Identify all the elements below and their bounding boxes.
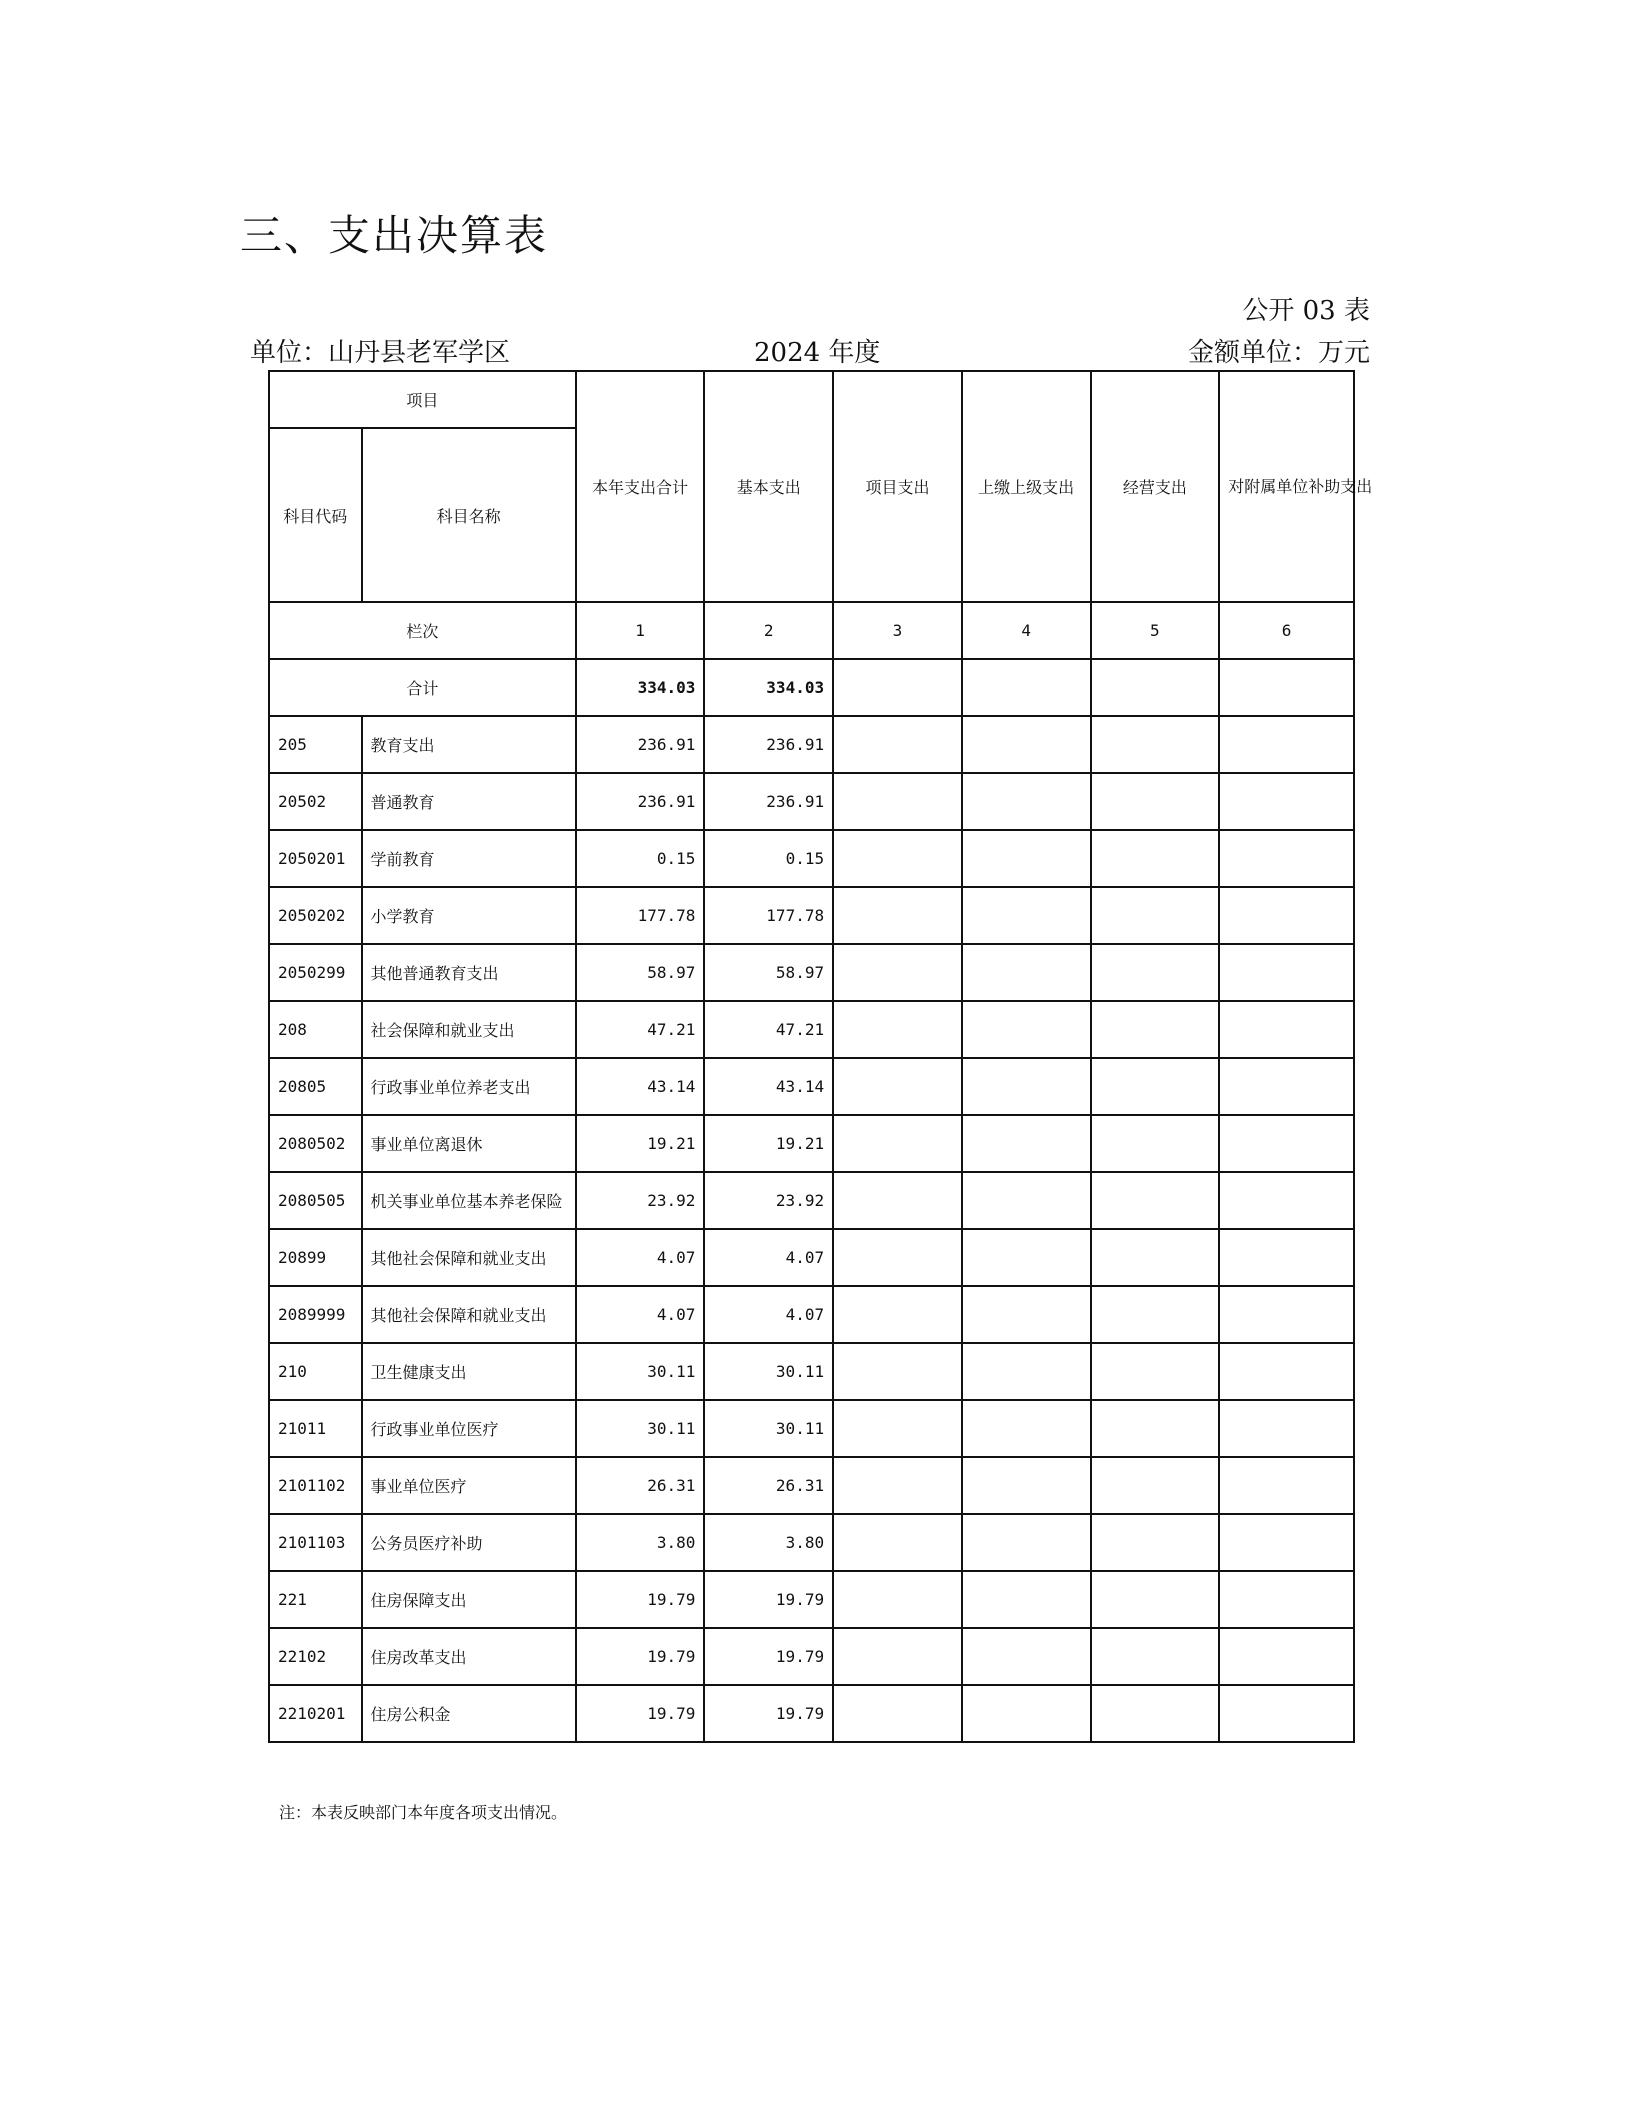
row-c3 — [833, 1514, 962, 1571]
row-c2: 4.07 — [704, 1229, 833, 1286]
row-c1: 19.79 — [576, 1628, 705, 1685]
unit-label: 单位：山丹县老军学区 — [250, 338, 511, 368]
row-code: 20502 — [269, 773, 362, 830]
table-row — [269, 1229, 1354, 1286]
meta-row — [250, 332, 1370, 368]
total-label: 合计 — [269, 659, 576, 716]
row-c6 — [1219, 1685, 1354, 1742]
table-row — [269, 1115, 1354, 1172]
row-c4 — [962, 1115, 1091, 1172]
row-c5 — [1091, 1628, 1220, 1685]
row-c3 — [833, 1685, 962, 1742]
row-c1: 236.91 — [576, 716, 705, 773]
row-c5 — [1091, 1172, 1220, 1229]
row-code: 210 — [269, 1343, 362, 1400]
column-index-6: 6 — [1219, 602, 1354, 659]
row-c1: 19.21 — [576, 1115, 705, 1172]
row-c4 — [962, 887, 1091, 944]
row-c4 — [962, 1286, 1091, 1343]
row-name: 行政事业单位医疗 — [362, 1400, 576, 1457]
header-col-2: 基本支出 — [704, 371, 833, 602]
row-c2: 19.79 — [704, 1685, 833, 1742]
row-c6 — [1219, 1229, 1354, 1286]
row-c5 — [1091, 1286, 1220, 1343]
row-c1: 4.07 — [576, 1286, 705, 1343]
row-c4 — [962, 1628, 1091, 1685]
row-c6 — [1219, 887, 1354, 944]
row-c5 — [1091, 1001, 1220, 1058]
row-c6 — [1219, 716, 1354, 773]
total-c3 — [833, 659, 962, 716]
row-c1: 0.15 — [576, 830, 705, 887]
row-c1: 47.21 — [576, 1001, 705, 1058]
header-col-3: 项目支出 — [833, 371, 962, 602]
row-c5 — [1091, 830, 1220, 887]
row-code: 205 — [269, 716, 362, 773]
row-c5 — [1091, 1115, 1220, 1172]
row-c4 — [962, 1685, 1091, 1742]
row-c6 — [1219, 1628, 1354, 1685]
row-c6 — [1219, 830, 1354, 887]
row-c2: 43.14 — [704, 1058, 833, 1115]
row-c4 — [962, 830, 1091, 887]
row-c3 — [833, 944, 962, 1001]
row-code: 2210201 — [269, 1685, 362, 1742]
header-name: 科目名称 — [362, 428, 576, 602]
row-c5 — [1091, 1571, 1220, 1628]
row-c5 — [1091, 944, 1220, 1001]
row-c2: 236.91 — [704, 716, 833, 773]
row-c3 — [833, 1343, 962, 1400]
row-name: 教育支出 — [362, 716, 576, 773]
page-title: 三、支出决算表 — [240, 211, 549, 260]
row-c3 — [833, 1400, 962, 1457]
row-code: 2101103 — [269, 1514, 362, 1571]
row-c2: 19.79 — [704, 1571, 833, 1628]
row-c3 — [833, 1172, 962, 1229]
row-c6 — [1219, 1286, 1354, 1343]
footnote: 注：本表反映部门本年度各项支出情况。 — [279, 1803, 568, 1822]
row-code: 2080505 — [269, 1172, 362, 1229]
row-name: 普通教育 — [362, 773, 576, 830]
amount-unit-label: 金额单位：万元 — [1187, 338, 1370, 368]
row-c4 — [962, 1058, 1091, 1115]
header-col-5: 经营支出 — [1091, 371, 1220, 602]
header-row — [269, 371, 1354, 428]
row-c2: 26.31 — [704, 1457, 833, 1514]
row-c5 — [1091, 887, 1220, 944]
row-c1: 58.97 — [576, 944, 705, 1001]
row-c1: 26.31 — [576, 1457, 705, 1514]
row-code: 2101102 — [269, 1457, 362, 1514]
row-c6 — [1219, 1058, 1354, 1115]
row-c6 — [1219, 1571, 1354, 1628]
row-c1: 3.80 — [576, 1514, 705, 1571]
row-c6 — [1219, 1400, 1354, 1457]
total-c1: 334.03 — [576, 659, 705, 716]
row-code: 21011 — [269, 1400, 362, 1457]
row-c5 — [1091, 1685, 1220, 1742]
row-c3 — [833, 773, 962, 830]
row-c2: 236.91 — [704, 773, 833, 830]
row-c5 — [1091, 1400, 1220, 1457]
row-code: 208 — [269, 1001, 362, 1058]
row-c5 — [1091, 1229, 1220, 1286]
row-c1: 236.91 — [576, 773, 705, 830]
row-c6 — [1219, 1514, 1354, 1571]
row-c1: 30.11 — [576, 1400, 705, 1457]
table-row — [269, 1685, 1354, 1742]
total-c6 — [1219, 659, 1354, 716]
row-c2: 177.78 — [704, 887, 833, 944]
row-c4 — [962, 1229, 1091, 1286]
row-c3 — [833, 1115, 962, 1172]
table-row — [269, 887, 1354, 944]
total-row — [269, 659, 1354, 716]
row-c3 — [833, 830, 962, 887]
row-name: 社会保障和就业支出 — [362, 1001, 576, 1058]
row-c3 — [833, 1457, 962, 1514]
row-c1: 4.07 — [576, 1229, 705, 1286]
row-name: 住房公积金 — [362, 1685, 576, 1742]
row-c6 — [1219, 773, 1354, 830]
header-col-1: 本年支出合计 — [576, 371, 705, 602]
row-c5 — [1091, 1343, 1220, 1400]
column-index-1: 1 — [576, 602, 705, 659]
row-c3 — [833, 1229, 962, 1286]
header-code: 科目代码 — [269, 428, 362, 602]
row-c2: 30.11 — [704, 1400, 833, 1457]
row-c4 — [962, 1001, 1091, 1058]
row-c4 — [962, 773, 1091, 830]
total-c5 — [1091, 659, 1220, 716]
row-c1: 23.92 — [576, 1172, 705, 1229]
table-row — [269, 830, 1354, 887]
row-c5 — [1091, 773, 1220, 830]
row-name: 其他普通教育支出 — [362, 944, 576, 1001]
table-row — [269, 1628, 1354, 1685]
form-number: 公开 03 表 — [1242, 296, 1370, 326]
column-index-3: 3 — [833, 602, 962, 659]
row-c1: 30.11 — [576, 1343, 705, 1400]
row-code: 2050201 — [269, 830, 362, 887]
row-code: 20899 — [269, 1229, 362, 1286]
column-index-4: 4 — [962, 602, 1091, 659]
row-c3 — [833, 716, 962, 773]
row-name: 其他社会保障和就业支出 — [362, 1286, 576, 1343]
table-row — [269, 1514, 1354, 1571]
year-label: 2024 年度 — [754, 338, 881, 368]
row-name: 卫生健康支出 — [362, 1343, 576, 1400]
row-name: 行政事业单位养老支出 — [362, 1058, 576, 1115]
row-name: 小学教育 — [362, 887, 576, 944]
total-c4 — [962, 659, 1091, 716]
header-project: 项目 — [269, 371, 576, 428]
row-c5 — [1091, 716, 1220, 773]
row-c2: 0.15 — [704, 830, 833, 887]
header-col-4: 上缴上级支出 — [962, 371, 1091, 602]
column-index-label: 栏次 — [269, 602, 576, 659]
row-c4 — [962, 716, 1091, 773]
row-code: 20805 — [269, 1058, 362, 1115]
row-c3 — [833, 1286, 962, 1343]
row-c1: 19.79 — [576, 1685, 705, 1742]
row-c6 — [1219, 944, 1354, 1001]
row-c6 — [1219, 1343, 1354, 1400]
table-row — [269, 1571, 1354, 1628]
row-c2: 19.79 — [704, 1628, 833, 1685]
row-name: 事业单位医疗 — [362, 1457, 576, 1514]
row-c4 — [962, 1343, 1091, 1400]
row-c3 — [833, 1001, 962, 1058]
row-code: 2089999 — [269, 1286, 362, 1343]
row-name: 学前教育 — [362, 830, 576, 887]
row-c4 — [962, 944, 1091, 1001]
row-c4 — [962, 1172, 1091, 1229]
table-row — [269, 1172, 1354, 1229]
row-c2: 19.21 — [704, 1115, 833, 1172]
column-index-row — [269, 602, 1354, 659]
row-c1: 43.14 — [576, 1058, 705, 1115]
row-code: 22102 — [269, 1628, 362, 1685]
row-c4 — [962, 1571, 1091, 1628]
row-c3 — [833, 887, 962, 944]
table-row — [269, 1457, 1354, 1514]
table-row — [269, 773, 1354, 830]
row-c6 — [1219, 1457, 1354, 1514]
row-code: 2050202 — [269, 887, 362, 944]
row-c5 — [1091, 1514, 1220, 1571]
row-name: 住房保障支出 — [362, 1571, 576, 1628]
column-index-5: 5 — [1091, 602, 1220, 659]
row-c5 — [1091, 1457, 1220, 1514]
row-c2: 30.11 — [704, 1343, 833, 1400]
row-c5 — [1091, 1058, 1220, 1115]
row-name: 其他社会保障和就业支出 — [362, 1229, 576, 1286]
row-c3 — [833, 1628, 962, 1685]
table-row — [269, 1001, 1354, 1058]
row-c3 — [833, 1058, 962, 1115]
table-row — [269, 1286, 1354, 1343]
column-index-2: 2 — [704, 602, 833, 659]
table-row — [269, 1343, 1354, 1400]
row-c1: 177.78 — [576, 887, 705, 944]
row-code: 221 — [269, 1571, 362, 1628]
row-c6 — [1219, 1115, 1354, 1172]
table-row — [269, 944, 1354, 1001]
header-col-6: 对附属单位补助支出 — [1219, 371, 1354, 602]
table-row — [269, 716, 1354, 773]
row-c6 — [1219, 1172, 1354, 1229]
row-code: 2080502 — [269, 1115, 362, 1172]
row-name: 公务员医疗补助 — [362, 1514, 576, 1571]
row-c4 — [962, 1514, 1091, 1571]
table-row — [269, 1400, 1354, 1457]
row-c2: 58.97 — [704, 944, 833, 1001]
row-c2: 23.92 — [704, 1172, 833, 1229]
row-code: 2050299 — [269, 944, 362, 1001]
row-name: 住房改革支出 — [362, 1628, 576, 1685]
row-c2: 3.80 — [704, 1514, 833, 1571]
row-name: 事业单位离退休 — [362, 1115, 576, 1172]
row-c2: 4.07 — [704, 1286, 833, 1343]
expenditure-table — [268, 370, 1373, 1743]
row-c3 — [833, 1571, 962, 1628]
row-c6 — [1219, 1001, 1354, 1058]
row-name: 机关事业单位基本养老保险 — [362, 1172, 576, 1229]
row-c2: 47.21 — [704, 1001, 833, 1058]
table-row — [269, 1058, 1354, 1115]
row-c4 — [962, 1400, 1091, 1457]
total-c2: 334.03 — [704, 659, 833, 716]
row-c1: 19.79 — [576, 1571, 705, 1628]
row-c4 — [962, 1457, 1091, 1514]
